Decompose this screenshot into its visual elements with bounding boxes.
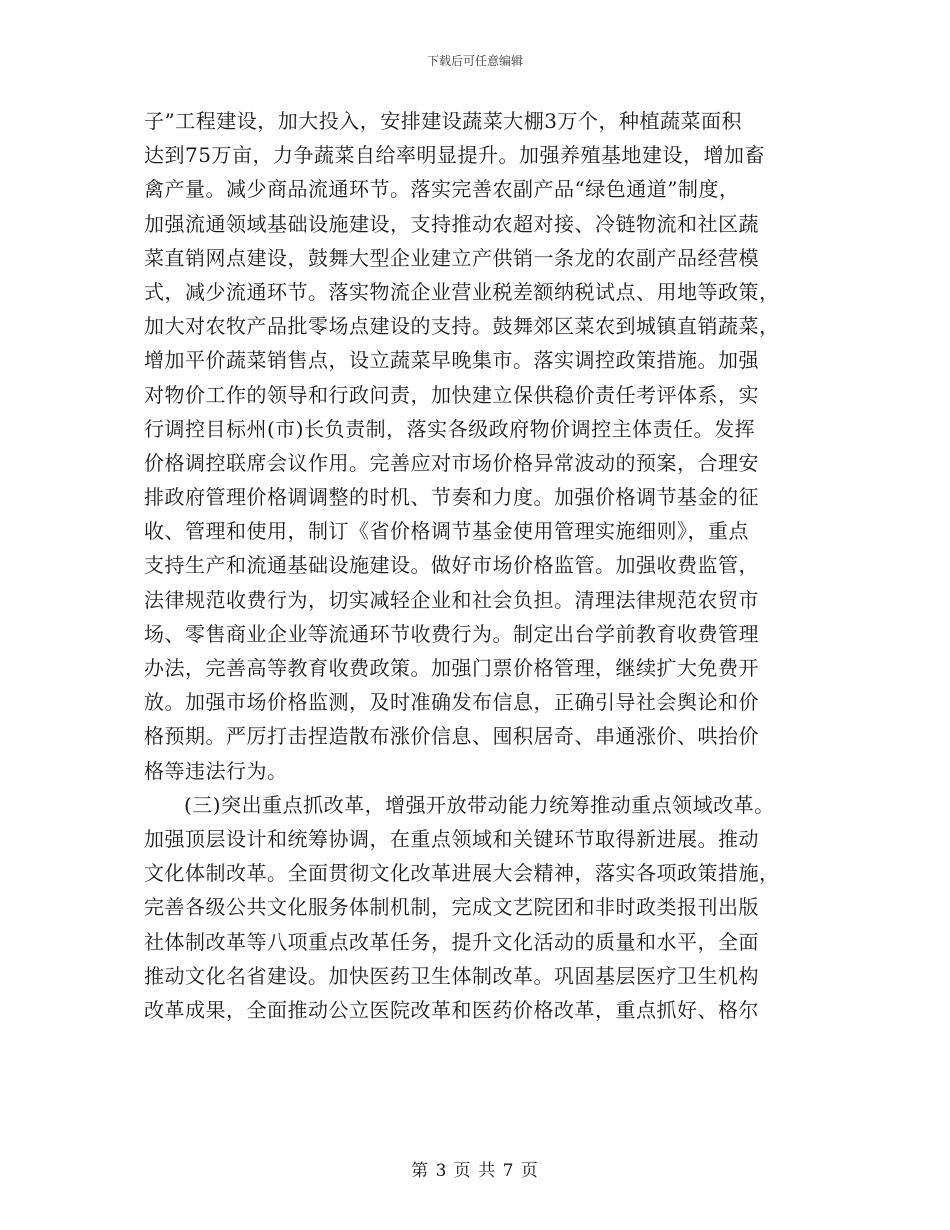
body-line: 办法，完善高等教育收费政策。加强门票价格管理，继续扩大免费开: [144, 656, 759, 680]
body-line: 场、零售商业企业等流通环节收费行为。制定出台学前教育收费管理: [144, 621, 759, 646]
body-line: 完善各级公共文化服务体制机制，完成文艺院团和非时政类报刊出版: [144, 895, 759, 920]
body-line: 推动文化名省建设。加快医药卫生体制改革。巩固基层医疗卫生机构: [144, 963, 759, 988]
body-line: 社体制改革等八项重点改革任务，提升文化活动的质量和水平，全面: [144, 929, 759, 954]
body-line: 达到75万亩，力争蔬菜自给率明显提升。加强养殖基地建设，增加畜: [144, 143, 765, 168]
body-line: 加强顶层设计和统筹协调，在重点领域和关键环节取得新进展。推动: [144, 826, 759, 851]
body-line: 菜直销网点建设，鼓舞大型企业建立产供销一条龙的农副产品经营模: [144, 245, 759, 270]
page-header-note: 下载后可任意编辑: [426, 54, 523, 68]
document-body: [144, 104, 808, 1027]
body-line: 禽产量。减少商品流通环节。落实完善农副产品“绿色通道”制度，: [144, 177, 740, 202]
body-line: 式，减少流通环节。落实物流企业营业税差额纳税试点、用地等政策，: [144, 279, 780, 304]
body-line: 改革成果，全面推动公立医院改革和医药价格改革，重点抓好、格尔: [144, 997, 759, 1022]
body-line: 法律规范收费行为，切实减轻企业和社会负担。清理法律规范农贸市: [144, 587, 759, 612]
body-line: 子”工程建设，加大投入，安排建设蔬菜大棚3万个，种植蔬菜面积: [144, 109, 742, 133]
body-line: 加强流通领域基础设施建设，支持推动农超对接、冷链物流和社区蔬: [144, 211, 759, 236]
body-line: 支持生产和流通基础设施建设。做好市场价格监管。加强收费监管，: [144, 553, 759, 578]
body-line: 行调控目标州(市)长负责制，落实各级政府物价调控主体责任。发挥: [144, 416, 756, 441]
body-line: 价格调控联席会议作用。完善应对市场价格异常波动的预案，合理安: [144, 450, 759, 475]
body-line: 格等违法行为。: [144, 758, 288, 783]
body-line: 格预期。严厉打击捏造散布涨价信息、囤积居奇、串通涨价、哄抬价: [144, 724, 759, 749]
body-line: 加大对农牧产品批零场点建设的支持。鼓舞郊区菜农到城镇直销蔬菜，: [144, 314, 780, 339]
body-line: 增加平价蔬菜销售点，设立蔬菜早晚集市。落实调控政策措施。加强: [144, 348, 759, 373]
section-heading-line: (三)突出重点抓改革，增强开放带动能力统筹推动重点领域改革。: [184, 792, 775, 817]
body-line: 放。加强市场价格监测，及时准确发布信息，正确引导社会舆论和价: [144, 690, 759, 715]
body-line: 排政府管理价格调调整的时机、节奏和力度。加强价格调节基金的征: [144, 485, 759, 510]
body-line: 收、管理和使用，制订《省价格调节基金使用管理实施细则》，重点: [144, 519, 749, 544]
body-line: 文化体制改革。全面贯彻文化改革进展大会精神，落实各项政策措施，: [144, 861, 780, 886]
page-number-footer: 第 3 页 共 7 页: [411, 1161, 539, 1181]
body-line: 对物价工作的领导和行政问责，加快建立保供稳价责任考评体系，实: [144, 382, 759, 407]
